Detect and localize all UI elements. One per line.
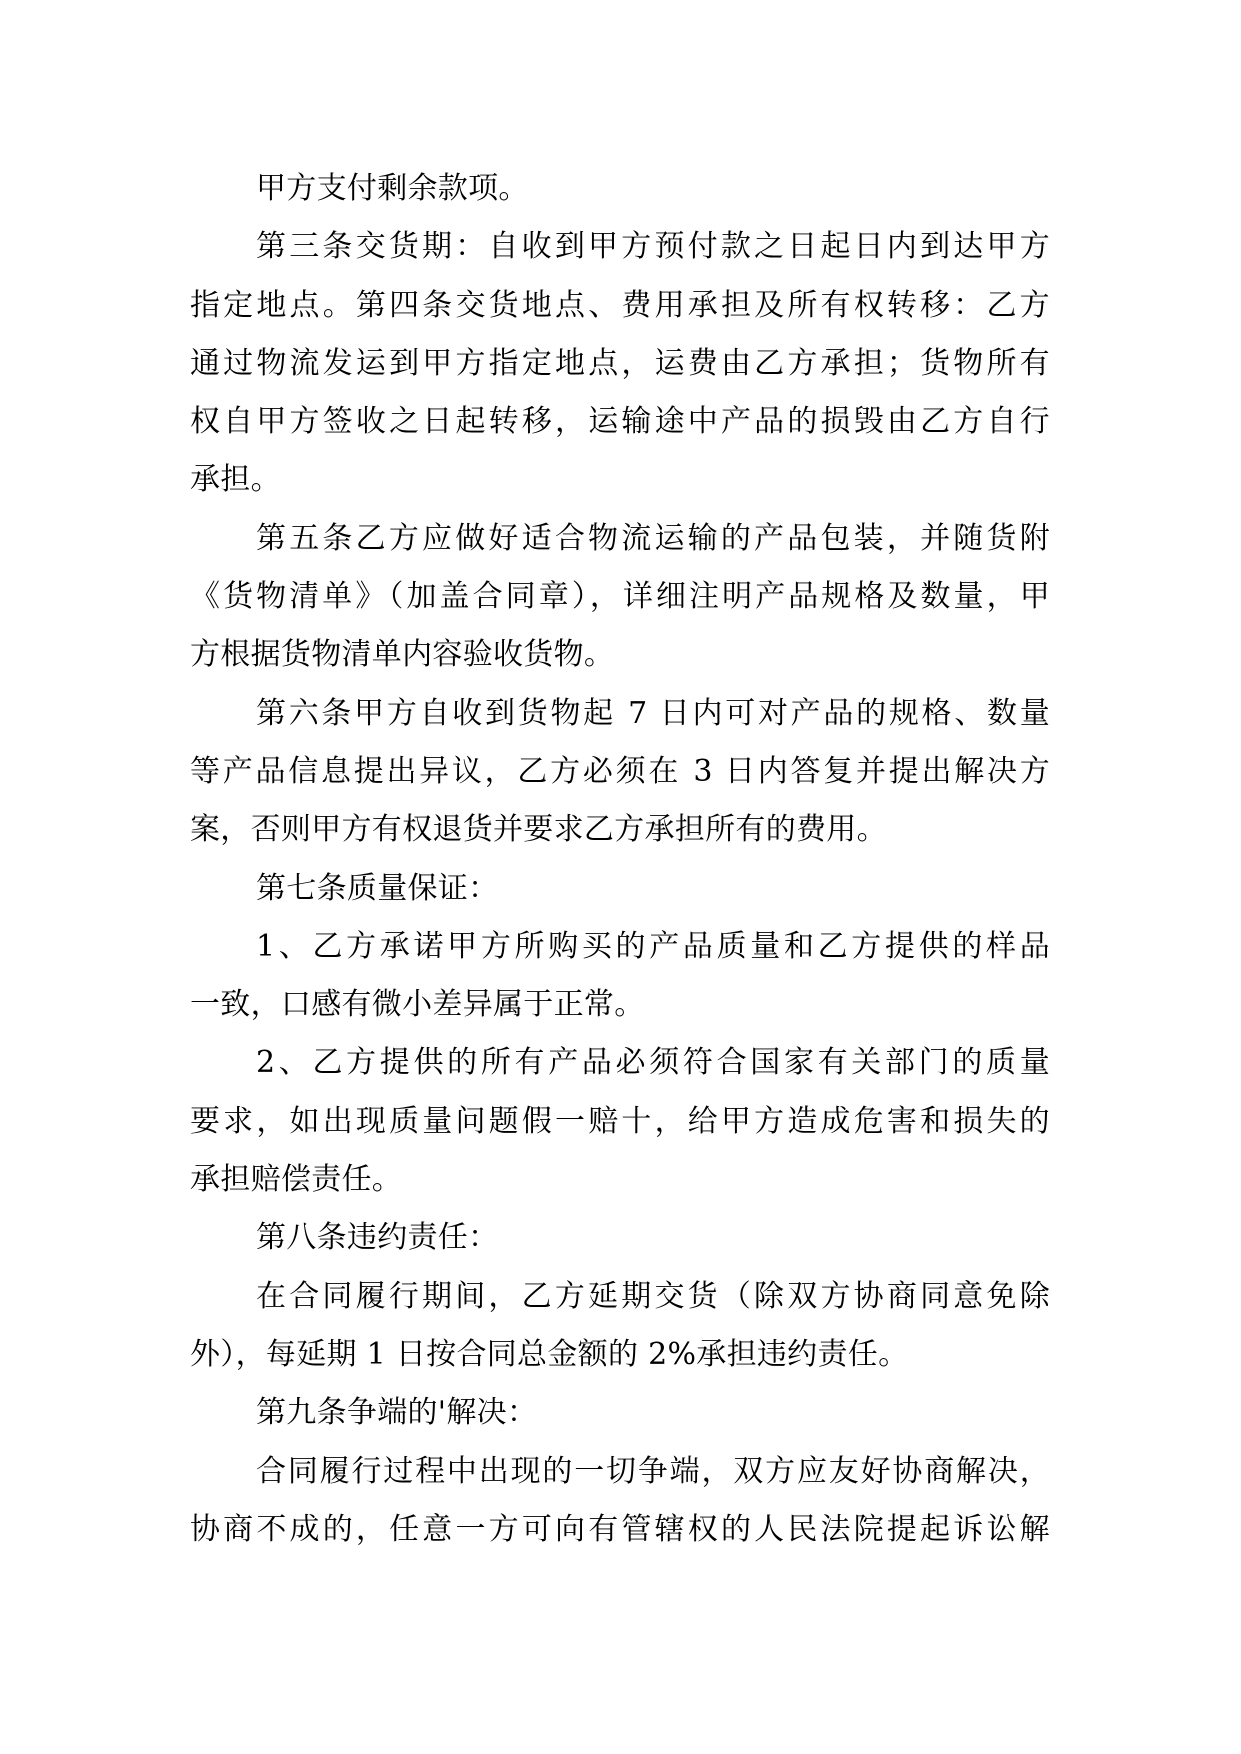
text-line: 承担赔偿责任。 <box>190 1162 403 1198</box>
text-line: 承担。 <box>190 462 281 498</box>
text-line: 一致，口感有微小差异属于正常。 <box>190 987 645 1023</box>
text-line: 案，否则甲方有权退货并要求乙方承担所有的费用。 <box>190 812 887 848</box>
text-line: 权自甲方签收之日起转移，运输途中产品的损毁由乙方自行 <box>190 404 1050 440</box>
text-line: 第三条交货期：自收到甲方预付款之日起日内到达甲方 <box>256 229 1050 265</box>
text-line: 合同履行过程中出现的一切争端，双方应友好协商解决， <box>256 1453 1050 1489</box>
text-line: 等产品信息提出异议，乙方必须在 3 日内答复并提出解决方 <box>190 753 1050 789</box>
text-line: 指定地点。第四条交货地点、费用承担及所有权转移：乙方 <box>190 287 1050 323</box>
text-line: 第九条争端的'解决： <box>256 1395 538 1431</box>
document-body <box>190 160 1050 1559</box>
text-line: 第八条违约责任： <box>256 1220 499 1256</box>
text-line: 《货物清单》（加盖合同章），详细注明产品规格及数量，甲 <box>190 579 1050 615</box>
text-line: 第五条乙方应做好适合物流运输的产品包装，并随货附 <box>256 520 1050 556</box>
text-line: 协商不成的，任意一方可向有管辖权的人民法院提起诉讼解 <box>190 1511 1050 1547</box>
text-line: 通过物流发运到甲方指定地点，运费由乙方承担；货物所有 <box>190 345 1050 381</box>
text-line: 第七条质量保证： <box>256 870 499 906</box>
text-line: 要求，如出现质量问题假一赔十，给甲方造成危害和损失的 <box>190 1103 1050 1139</box>
text-line: 在合同履行期间，乙方延期交货（除双方协商同意免除 <box>256 1278 1050 1314</box>
text-line: 外），每延期 1 日按合同总金额的 2%承担违约责任。 <box>190 1336 909 1372</box>
text-line: 方根据货物清单内容验收货物。 <box>190 637 615 673</box>
text-line: 第六条甲方自收到货物起 7 日内可对产品的规格、数量 <box>256 695 1050 731</box>
text-line: 1、乙方承诺甲方所购买的产品质量和乙方提供的样品 <box>256 928 1050 964</box>
text-line: 甲方支付剩余款项。 <box>256 171 529 206</box>
text-line: 2、乙方提供的所有产品必须符合国家有关部门的质量 <box>256 1045 1050 1081</box>
